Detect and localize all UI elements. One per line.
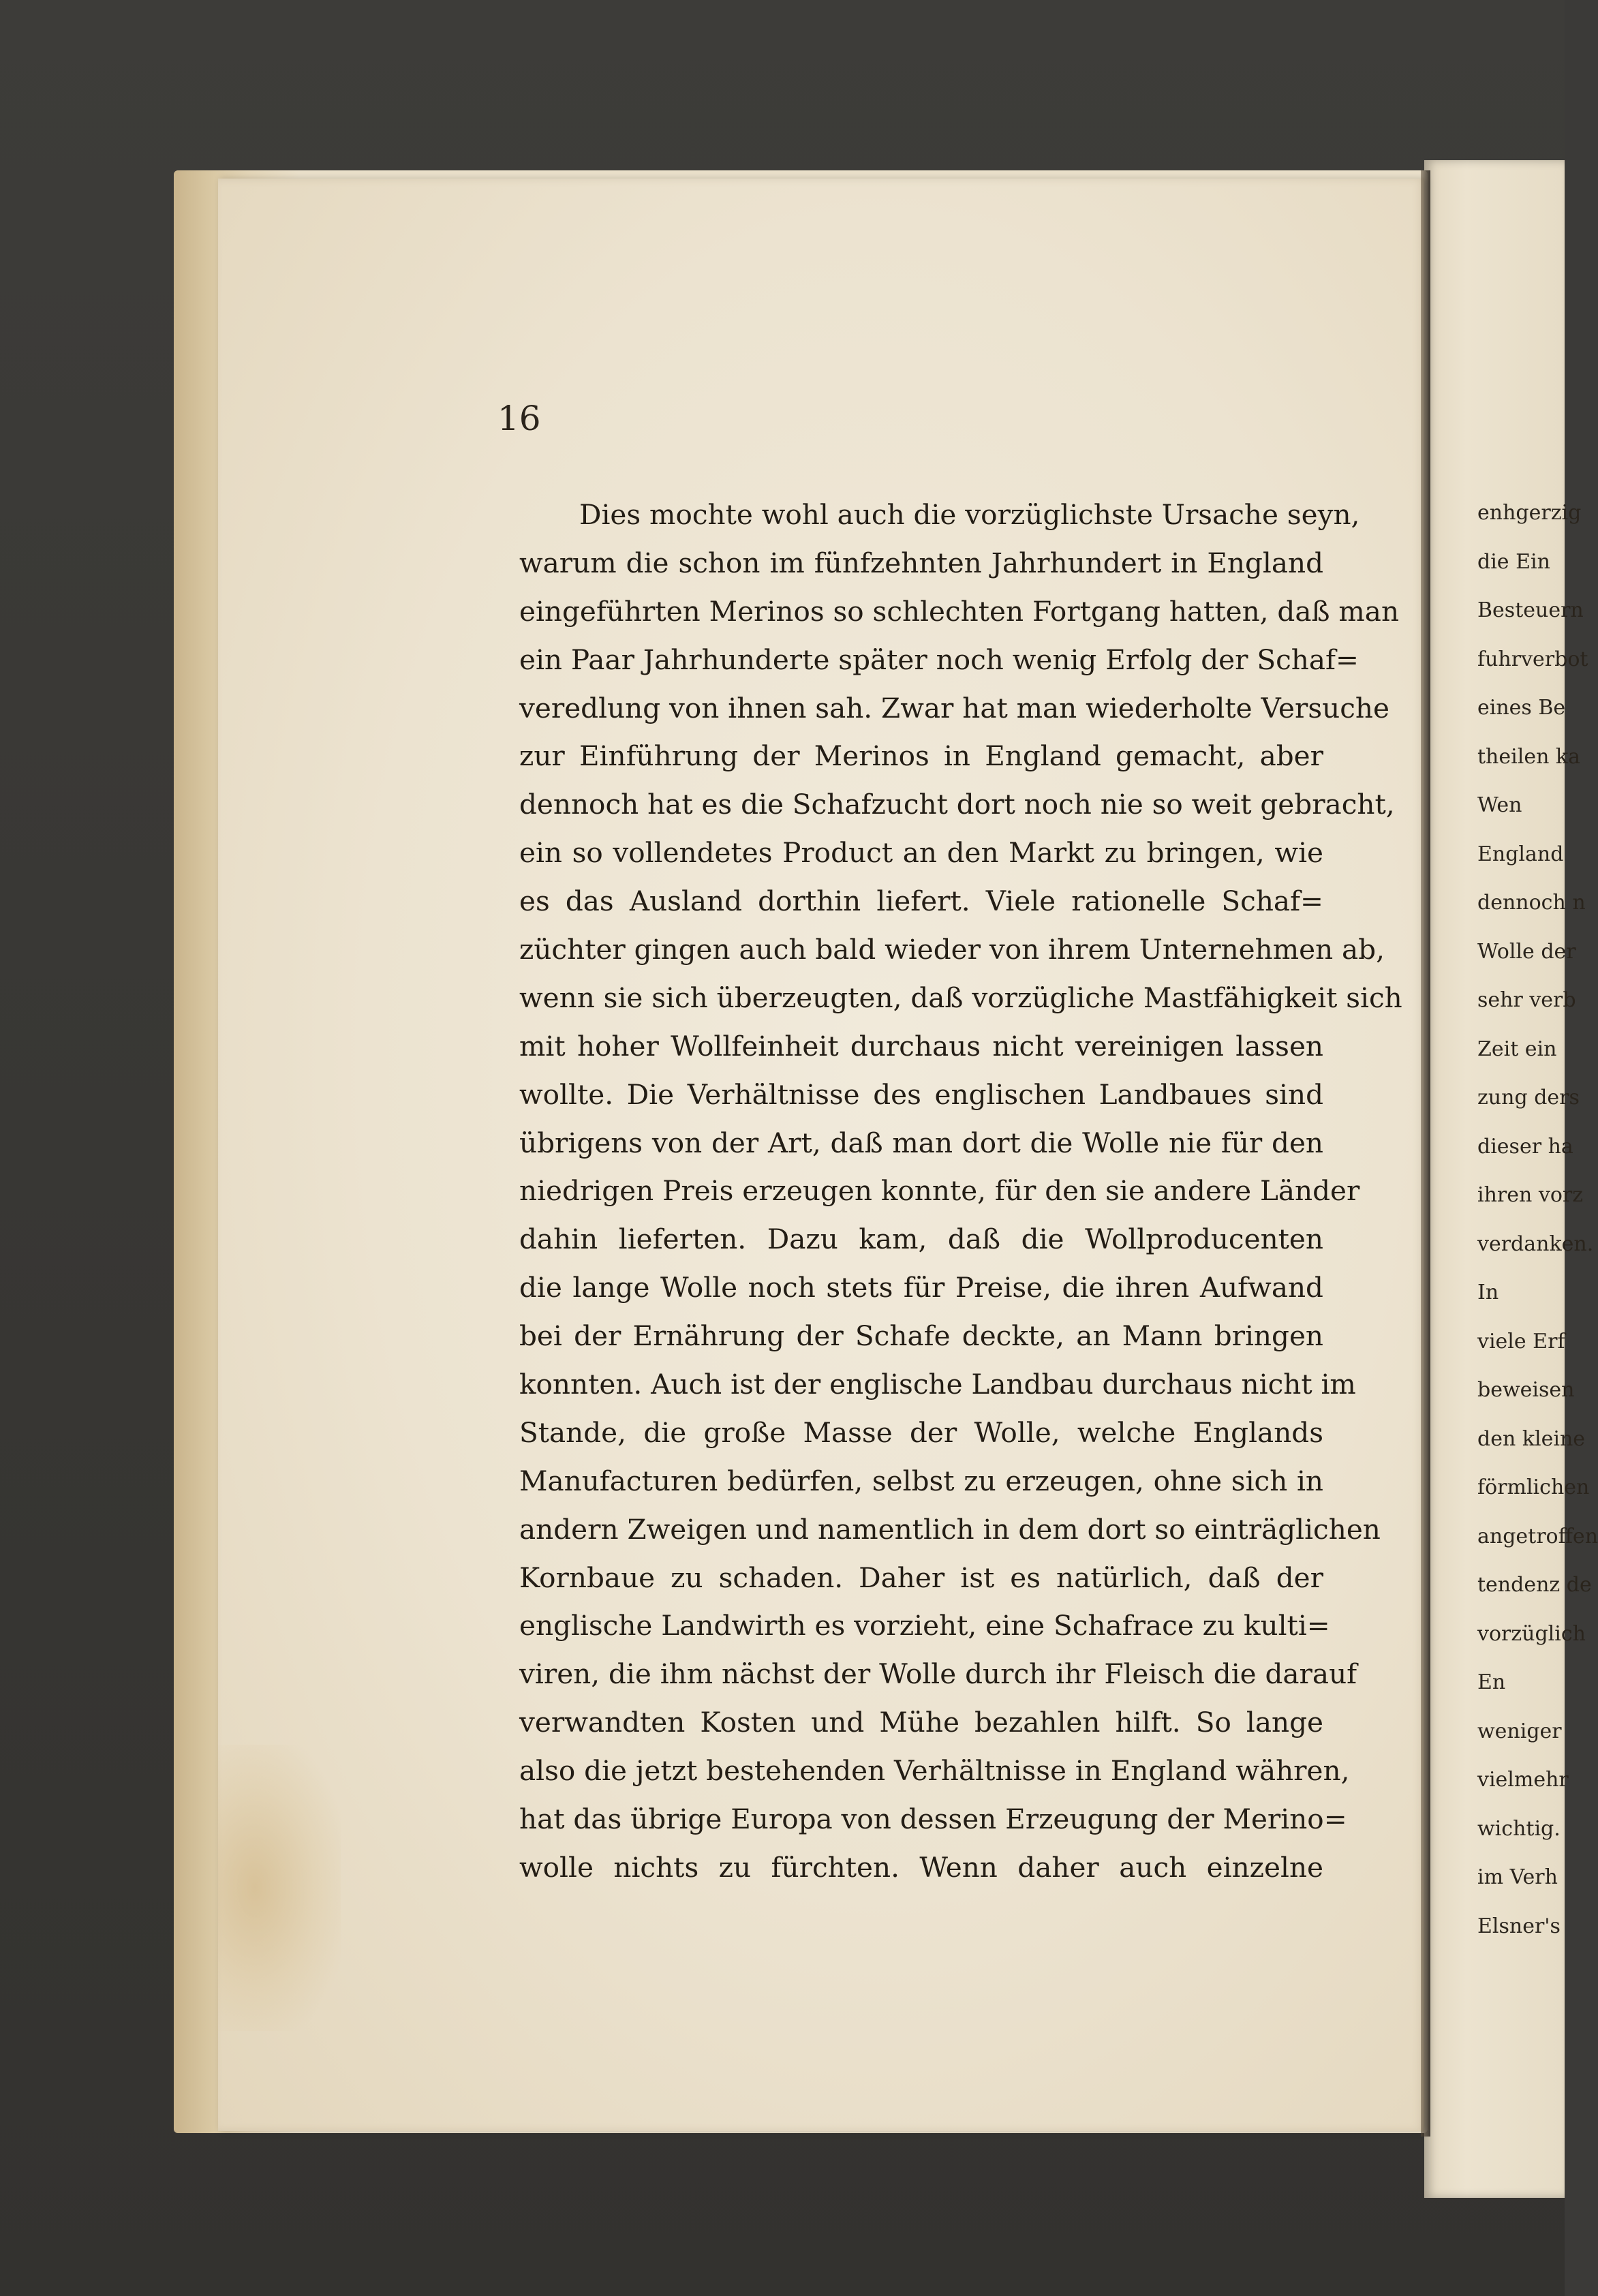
facing-text-line: Wen bbox=[1477, 793, 1522, 817]
facing-text-line: beweisen bbox=[1477, 1378, 1575, 1402]
text-line: englische Landwirth es vorzieht, eine Schafrace zu kulti= bbox=[519, 1609, 1330, 1642]
facing-text-line: Wolle der bbox=[1477, 939, 1576, 964]
text-line: warum die schon im fünfzehnten Jahrhundert in England bbox=[519, 546, 1323, 579]
text-line: verwandten Kosten und Mühe bezahlen hilft. So lange bbox=[519, 1706, 1323, 1739]
text-line: übrigens von der Art, daß man dort die Wolle nie für den bbox=[519, 1126, 1323, 1159]
text-line: eingeführten Merinos so schlechten Fortgang hatten, daß man bbox=[519, 594, 1400, 628]
text-line: dahin lieferten. Dazu kam, daß die Wollproducenten bbox=[519, 1223, 1323, 1256]
facing-text-line: im Verh bbox=[1477, 1865, 1558, 1889]
facing-text-line: zung ders bbox=[1477, 1086, 1580, 1109]
facing-text-line: vielmehr bbox=[1477, 1768, 1569, 1792]
text-line: veredlung von ihnen sah. Zwar hat man wiederholte Versuche bbox=[519, 691, 1389, 724]
facing-text-line: ihren vorz bbox=[1477, 1183, 1584, 1207]
facing-text-line: In bbox=[1477, 1281, 1499, 1304]
water-stain bbox=[218, 1745, 341, 2031]
text-line: niedrigen Preis erzeugen konnte, für den sie andere Länder bbox=[519, 1174, 1360, 1208]
text-line: konnten. Auch ist der englische Landbau durchaus nicht im bbox=[519, 1368, 1356, 1401]
book-gutter bbox=[1421, 170, 1430, 2137]
facing-text-line: wichtig. bbox=[1477, 1816, 1561, 1841]
facing-text-line: theilen ka bbox=[1477, 744, 1580, 769]
facing-text-line: verdanken. bbox=[1477, 1231, 1594, 1256]
text-line: wollte. Die Verhältnisse des englischen Landbaues sind bbox=[519, 1077, 1323, 1111]
text-line: ein Paar Jahrhunderte später noch wenig Erfolg der Schaf= bbox=[519, 643, 1359, 676]
facing-text-line: weniger bbox=[1477, 1719, 1562, 1743]
facing-text-line: die Ein bbox=[1477, 549, 1550, 574]
text-line: wolle nichts zu fürchten. Wenn daher auch einzelne bbox=[519, 1850, 1323, 1884]
text-line: züchter gingen auch bald wieder von ihrem Unternehmen ab, bbox=[519, 933, 1385, 966]
text-line: ein so vollendetes Product an den Markt zu bringen, wie bbox=[519, 836, 1323, 870]
facing-text-line: förmlichen bbox=[1477, 1475, 1590, 1499]
text-line: die lange Wolle noch stets für Preise, die ihren Aufwand bbox=[519, 1271, 1323, 1304]
facing-text-line: Besteuern bbox=[1477, 598, 1584, 622]
facing-text-line: dennoch n bbox=[1477, 891, 1586, 915]
text-line: wenn sie sich überzeugten, daß vorzügliche Mastfähigkeit sich bbox=[519, 981, 1402, 1014]
facing-text-line: viele Erf bbox=[1477, 1329, 1565, 1353]
text-line: Manufacturen bedürfen, selbst zu erzeugen, ohne sich in bbox=[519, 1464, 1323, 1497]
text-line: mit hoher Wollfeinheit durchaus nicht vereinigen lassen bbox=[519, 1029, 1323, 1062]
facing-text-line: tendenz de bbox=[1477, 1573, 1592, 1597]
facing-text-line: angetroffen bbox=[1477, 1524, 1598, 1548]
facing-text-line: vorzüglich bbox=[1477, 1621, 1586, 1646]
text-line: bei der Ernährung der Schafe deckte, an Mann bringen bbox=[519, 1319, 1323, 1353]
facing-text-line: fuhrverbot bbox=[1477, 647, 1588, 671]
page-number: 16 bbox=[497, 399, 541, 438]
text-line: dennoch hat es die Schafzucht dort noch nie so weit gebracht, bbox=[519, 788, 1395, 821]
facing-text-line: dieser ha bbox=[1477, 1134, 1573, 1159]
text-line: Stande, die große Masse der Wolle, welche Englands bbox=[519, 1415, 1323, 1449]
text-line: andern Zweigen und namentlich in dem dort so einträglichen bbox=[519, 1512, 1381, 1546]
facing-text-line: England bbox=[1477, 842, 1564, 866]
text-line: zur Einführung der Merinos in England gemacht, aber bbox=[519, 739, 1323, 773]
facing-text-line: sehr verb bbox=[1477, 988, 1576, 1012]
text-line: viren, die ihm nächst der Wolle durch ihr Fleisch die darauf bbox=[519, 1657, 1357, 1691]
facing-text-line: Elsner's bbox=[1477, 1914, 1561, 1938]
facing-text-line: eines Be bbox=[1477, 696, 1566, 720]
text-line: Dies mochte wohl auch die vorzüglichste Ursache seyn, bbox=[579, 498, 1360, 531]
text-line: also die jetzt bestehenden Verhältnisse in England währen, bbox=[519, 1754, 1350, 1788]
facing-text-line: Zeit ein bbox=[1477, 1037, 1557, 1061]
text-line: es das Ausland dorthin liefert. Viele rationelle Schaf= bbox=[519, 885, 1323, 918]
text-line: hat das übrige Europa von dessen Erzeugung der Merino= bbox=[519, 1803, 1347, 1836]
facing-text-line: En bbox=[1477, 1670, 1506, 1694]
body-text bbox=[519, 491, 1402, 1892]
facing-text-line: enhgerzig bbox=[1477, 501, 1582, 525]
text-line: Kornbaue zu schaden. Daher ist es natürlich, daß der bbox=[519, 1561, 1323, 1594]
facing-page-text bbox=[1477, 487, 1598, 1949]
facing-text-line: den kleine bbox=[1477, 1426, 1586, 1451]
